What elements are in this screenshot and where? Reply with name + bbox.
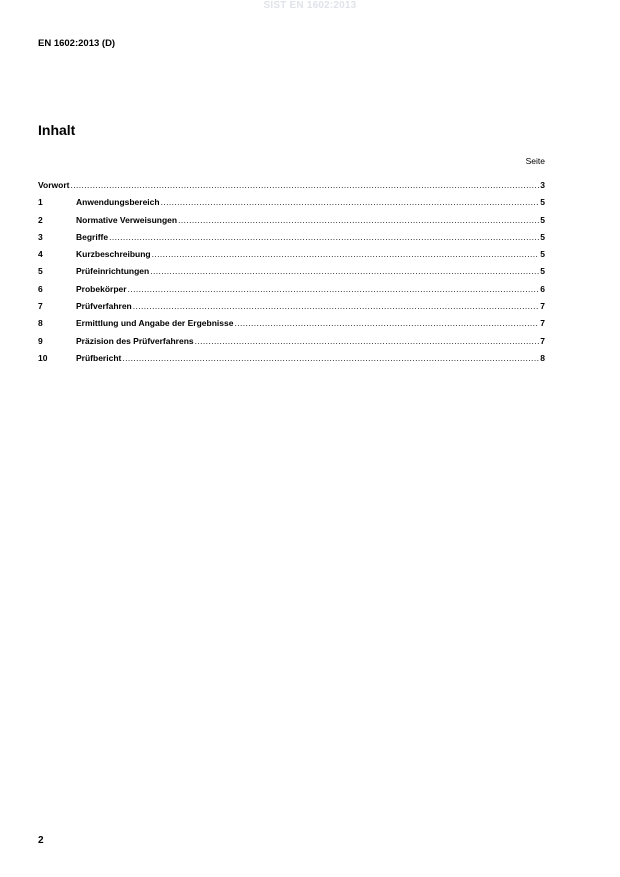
toc-entry-title: Prüfbericht — [76, 352, 122, 363]
toc-entry-2[interactable] — [38, 215, 545, 232]
toc-entry-page: 5 — [540, 249, 545, 260]
toc-entry-page: 5 — [540, 266, 545, 277]
toc-entry-title: Prüfverfahren — [76, 301, 132, 312]
toc-entry-10[interactable] — [38, 353, 545, 370]
toc-dot-leader — [152, 249, 540, 259]
toc-entry-title: Kurzbeschreibung — [76, 249, 151, 260]
page-column-label: Seite — [525, 156, 545, 166]
toc-entry-number: 3 — [38, 231, 43, 242]
table-of-contents — [38, 180, 545, 370]
toc-entry-page: 7 — [540, 301, 545, 312]
toc-entry-4[interactable] — [38, 249, 545, 266]
toc-entry-title: Anwendungsbereich — [76, 197, 160, 208]
toc-dot-leader — [133, 301, 540, 311]
toc-entry-title: Vorwort — [38, 180, 70, 190]
toc-entry-title: Probekörper — [76, 283, 127, 294]
toc-entry-page: 5 — [540, 214, 545, 225]
watermark: SIST EN 1602:2013 — [263, 0, 357, 11]
toc-entry-9[interactable] — [38, 336, 545, 353]
toc-entry-vorwort[interactable] — [38, 180, 545, 197]
toc-dot-leader — [195, 336, 540, 346]
toc-entry-page: 7 — [540, 335, 545, 346]
toc-entry-1[interactable] — [38, 197, 545, 214]
toc-entry-number: 4 — [38, 249, 43, 260]
toc-entry-number: 9 — [38, 335, 43, 346]
toc-dot-leader — [122, 353, 539, 363]
toc-entry-page: 6 — [540, 283, 545, 294]
toc-entry-title: Ermittlung und Angabe der Ergebnisse — [76, 318, 234, 329]
toc-entry-title: Normative Verweisungen — [76, 214, 178, 225]
toc-entry-3[interactable] — [38, 232, 545, 249]
toc-entry-5[interactable] — [38, 266, 545, 283]
toc-entry-page: 5 — [540, 197, 545, 208]
toc-dot-leader — [178, 215, 539, 225]
toc-dot-leader — [128, 284, 540, 294]
toc-entry-6[interactable] — [38, 284, 545, 301]
toc-entry-number: 6 — [38, 283, 43, 294]
toc-entry-7[interactable] — [38, 301, 545, 318]
toc-entry-page: 3 — [540, 180, 545, 190]
toc-dot-leader — [161, 197, 540, 207]
toc-entry-number: 10 — [38, 352, 48, 363]
document-id-header: EN 1602:2013 (D) — [38, 38, 116, 49]
toc-entry-title: Begriffe — [76, 231, 109, 242]
toc-entry-page: 7 — [540, 318, 545, 329]
toc-dot-leader — [234, 318, 539, 328]
page-number: 2 — [38, 835, 44, 846]
toc-entry-8[interactable] — [38, 318, 545, 335]
toc-entry-number: 5 — [38, 266, 43, 277]
toc-entry-number: 2 — [38, 214, 43, 225]
toc-entry-number: 7 — [38, 301, 43, 312]
toc-entry-number: 8 — [38, 318, 43, 329]
toc-heading: Inhalt — [38, 122, 76, 138]
toc-dot-leader — [109, 232, 539, 242]
toc-entry-title: Prüfeinrichtungen — [76, 266, 150, 277]
toc-entry-page: 5 — [540, 231, 545, 242]
toc-dot-leader — [70, 180, 539, 190]
toc-dot-leader — [150, 266, 539, 276]
toc-entry-page: 8 — [540, 352, 545, 363]
toc-entry-title: Präzision des Prüfverfahrens — [76, 335, 194, 346]
toc-entry-number: 1 — [38, 197, 43, 208]
